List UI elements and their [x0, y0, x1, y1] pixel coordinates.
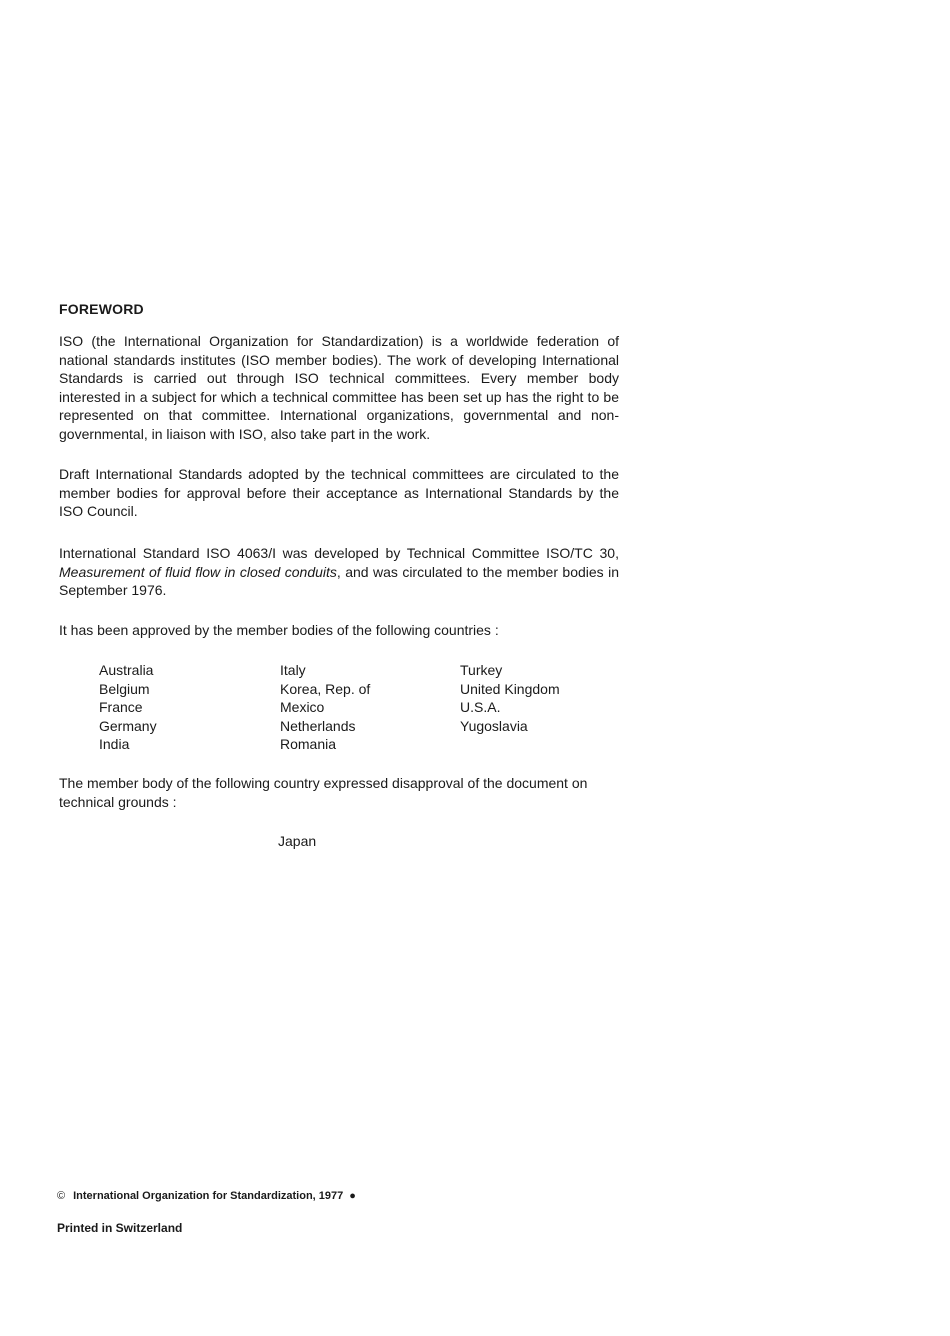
country-item: Germany — [99, 717, 157, 734]
country-item: United Kingdom — [460, 680, 560, 697]
copyright-text: International Organization for Standardization, 1977 — [73, 1190, 344, 1202]
country-item: Yugoslavia — [460, 717, 528, 734]
country-item: Italy — [280, 662, 306, 678]
country-item: France — [99, 699, 143, 715]
countries-column-3 — [460, 661, 560, 735]
foreword-paragraph-approval: It has been approved by the member bodies of the following countries : — [59, 622, 499, 638]
committee-title: Measurement of fluid flow in closed conduits — [59, 563, 337, 580]
country-item: Belgium — [99, 680, 150, 697]
foreword-paragraph-draft: Draft International Standards adopted by the technical committees are circulated to the member bodies for approval before their acceptance as International Standards by the ISO Council. — [59, 466, 619, 519]
country-item: Netherlands — [280, 717, 356, 734]
country-item: Mexico — [280, 699, 325, 715]
country-item: India — [99, 736, 130, 752]
printed-in-line: Printed in Switzerland — [57, 1221, 183, 1235]
disapproving-country: Japan — [278, 833, 317, 849]
country-item: U.S.A. — [460, 699, 501, 715]
development-text-start: International Standard ISO 4063/I was developed by Technical Committee ISO/TC 30, — [59, 545, 619, 561]
foreword-paragraph-disapproval: The member body of the following country expressed disapproval of the document on technical grounds : — [59, 775, 588, 810]
countries-column-2 — [280, 661, 370, 754]
country-item: Romania — [280, 736, 337, 752]
bullet-icon: ● — [349, 1190, 356, 1202]
country-item: Turkey — [460, 662, 503, 678]
country-item: Korea, Rep. of — [280, 680, 371, 697]
development-text-end: , and was circulated to the member bodies in September 1976. — [59, 563, 619, 598]
foreword-paragraph-iso: ISO (the International Organization for Standardization) is a worldwide federation of national standards institutes (ISO member bodies). The work of developing International Standards is carried out through ISO technical committees. Every member body interested in a subject for which a technical committee has been set up has the right to be represented on that committee. International organizations, governmental and non-governmental, in liaison with ISO, also take part in the work. — [59, 333, 619, 442]
foreword-heading: FOREWORD — [59, 301, 144, 317]
foreword-paragraph-development — [59, 544, 619, 600]
countries-column-1 — [99, 661, 157, 754]
copyright-line — [57, 1190, 356, 1202]
copyright-icon: © — [57, 1190, 66, 1202]
country-item: Australia — [99, 662, 154, 678]
